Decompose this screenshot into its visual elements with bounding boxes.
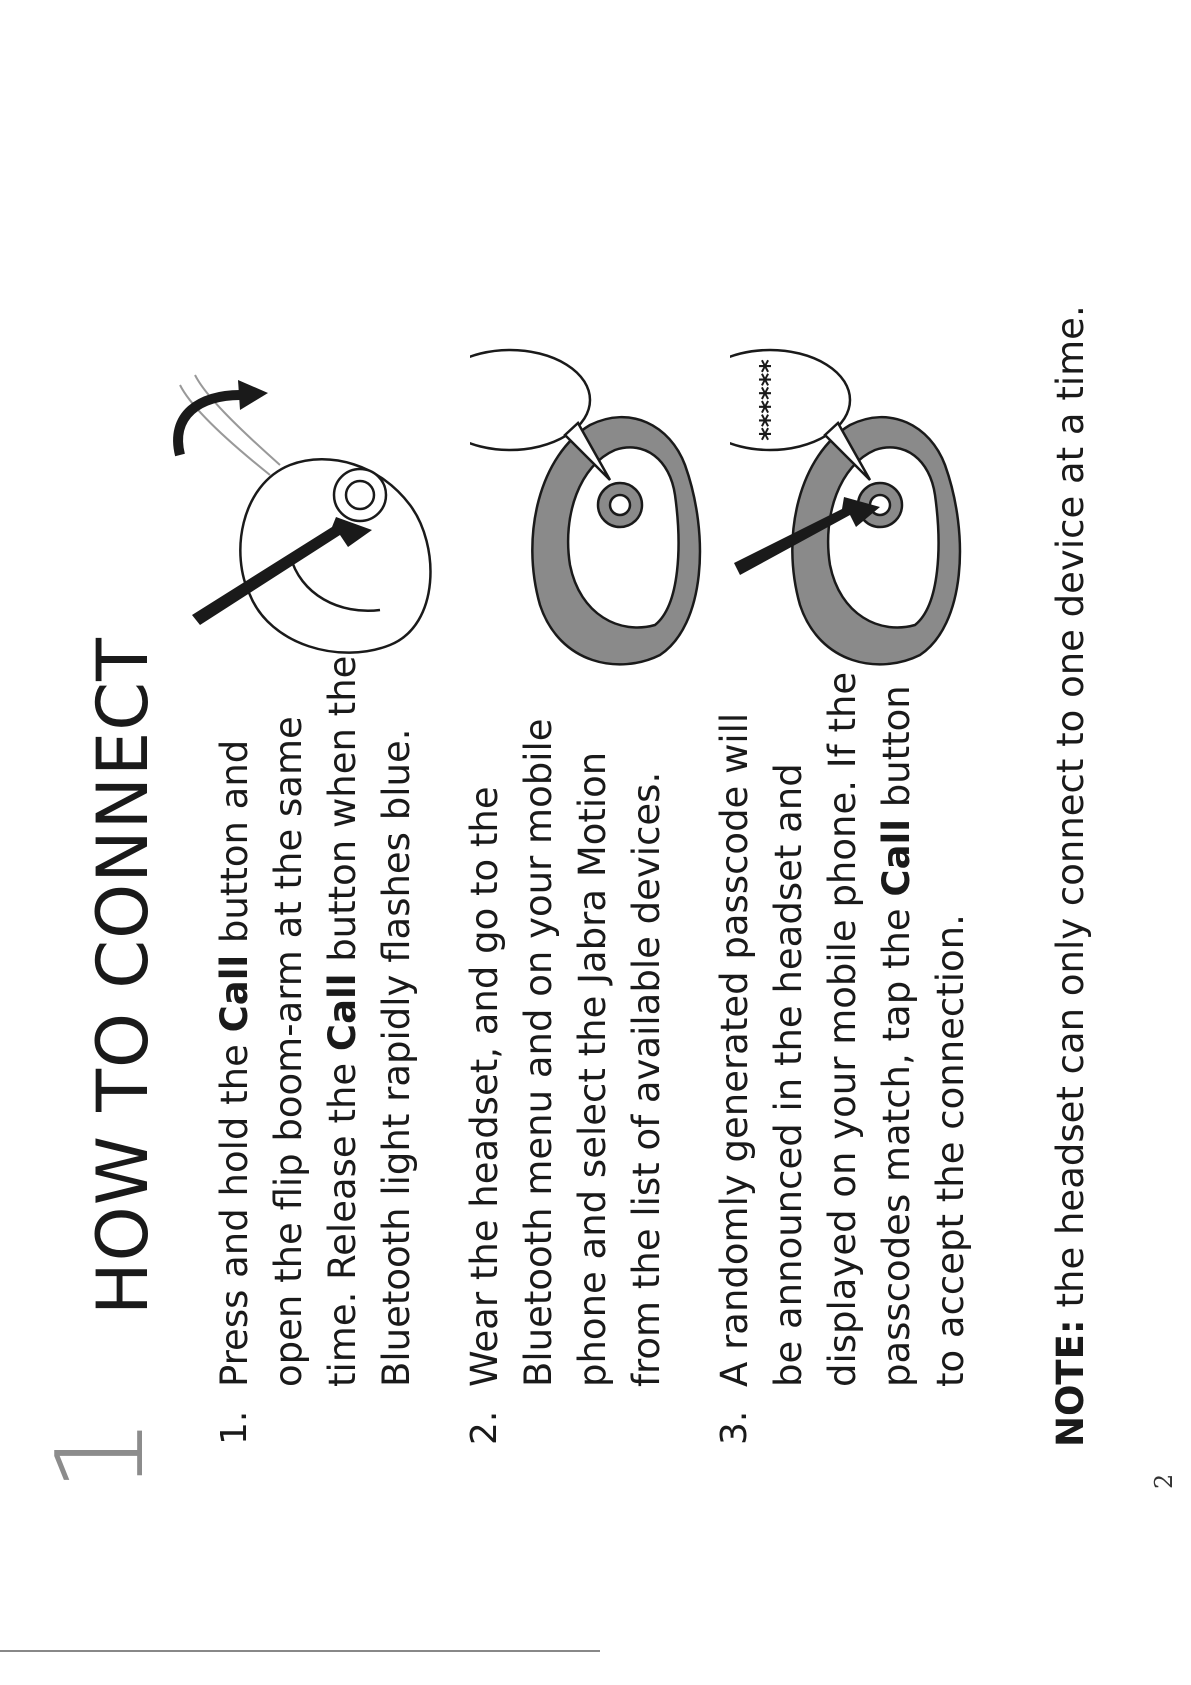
note-label: NOTE: (1049, 1319, 1092, 1447)
bold-term: Call (875, 819, 918, 897)
text-run: phone and select the Jabra Motion (571, 751, 614, 1387)
bottom-rule (0, 1650, 600, 1652)
page-number: 2 (1150, 1473, 1178, 1489)
text-run: Bluetooth light rapidly flashes blue. (375, 728, 418, 1387)
step-number: 1. (214, 1410, 255, 1445)
text-run: button when the (321, 655, 364, 974)
chapter-number: 1 (32, 1416, 171, 1493)
illustration-open-boom (140, 365, 460, 685)
bold-term: Call (213, 954, 256, 1033)
note-text: the headset can only connect to one device at a time. (1049, 305, 1092, 1320)
text-run: button (875, 685, 918, 820)
text-run: to accept the connection. (929, 914, 972, 1387)
page-title: HOW TO CONNECT (82, 637, 164, 1315)
text-run: displayed on your mobile phone. If the (821, 671, 864, 1387)
passcode-text: ****** (755, 359, 785, 441)
text-run: button and (213, 739, 256, 955)
step-number: 2. (464, 1410, 505, 1445)
text-run: A randomly generated passcode will (713, 712, 756, 1387)
illustration-worn-headset (470, 345, 710, 685)
bold-term: Call (321, 973, 364, 1052)
illustration-passcode (730, 345, 970, 685)
text-run: Bluetooth menu and on your mobile (517, 718, 560, 1387)
text-run: open the flip boom-arm at the same (267, 716, 310, 1387)
curved-arrow-icon (178, 395, 240, 455)
text-run: be announced in the headset and (767, 763, 810, 1387)
text-run: time. Release the (321, 1051, 364, 1387)
text-run: passcodes match, tap the (875, 896, 918, 1387)
step-number: 3. (714, 1410, 755, 1445)
text-run: from the list of available devices. (625, 771, 668, 1387)
note (1044, 305, 1098, 1447)
text-run: Wear the headset, and go to the (463, 786, 506, 1387)
text-run: Press and hold the (213, 1032, 256, 1387)
